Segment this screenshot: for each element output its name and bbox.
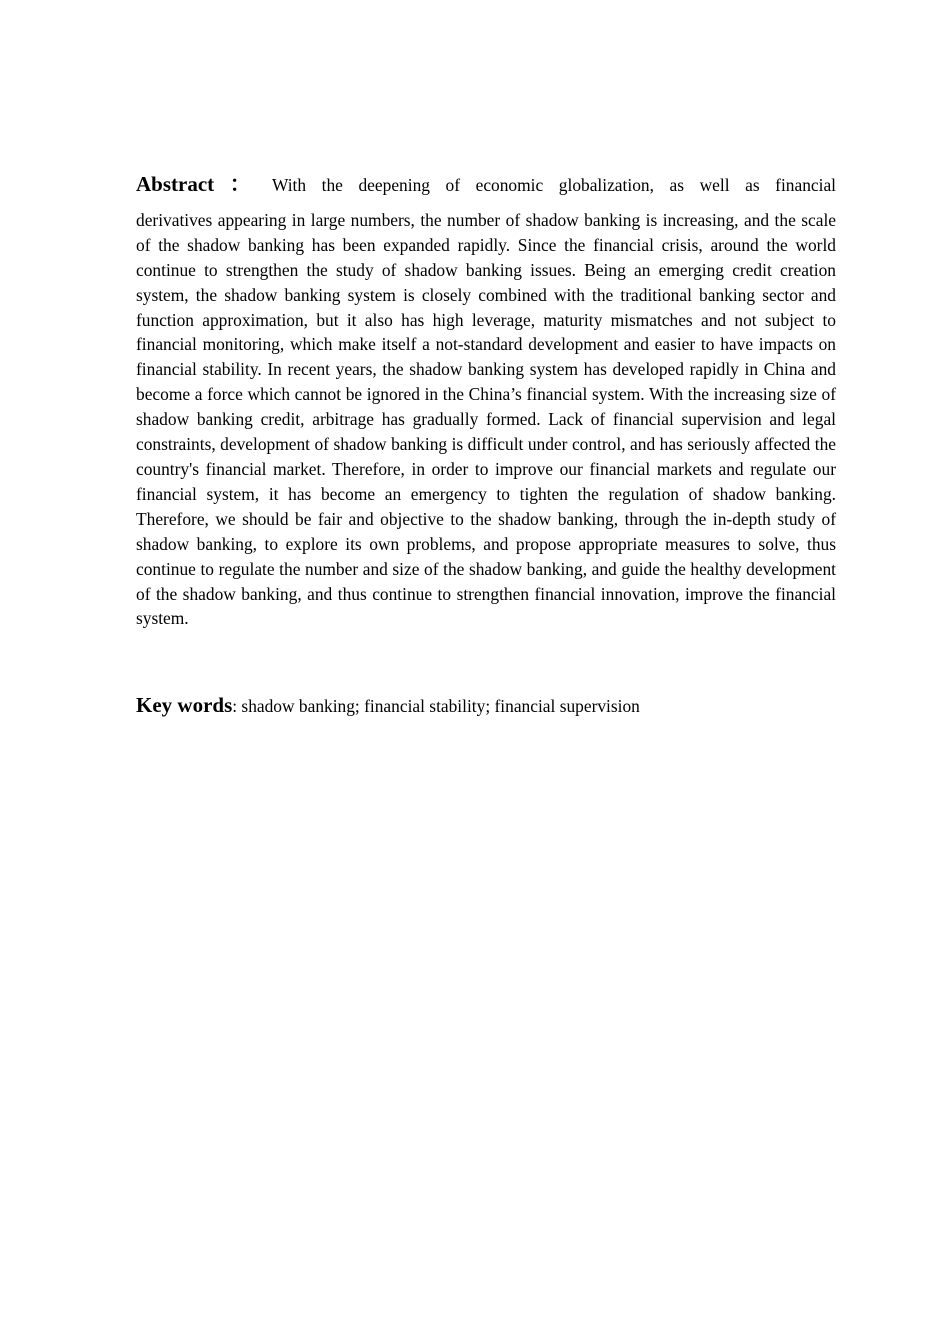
abstract-first-line-text: With the deepening of economic globalization, as well as financial <box>272 175 837 195</box>
keywords-text: : shadow banking; financial stability; financial supervision <box>232 696 640 716</box>
abstract-label: Abstract <box>136 172 215 196</box>
keywords-line <box>136 692 836 719</box>
abstract-first-line <box>136 172 836 198</box>
abstract-body: derivatives appearing in large numbers, the number of shadow banking is increasing, and the scale of the shadow banking has been expanded rapidly. Since the financial crisis, around the world continue to strengthen the study of shadow banking issues. Being an emerging credit creation system, the shadow banking system is closely combined with the traditional banking sector and function approximation, but it also has high leverage, maturity mismatches and not subject to financial monitoring, which make itself a not-standard development and easier to have impacts on financial stability. In recent years, the shadow banking system has developed rapidly in China and become a force which cannot be ignored in the China’s financial system. With the increasing size of shadow banking credit, arbitrage has gradually formed. Lack of financial supervision and legal constraints, development of shadow banking is difficult under control, and has seriously affected the country's financial market. Therefore, in order to improve our financial markets and regulate our financial system, it has become an emergency to tighten the regulation of shadow banking. Therefore, we should be fair and objective to the shadow banking, through the in-depth study of shadow banking, to explore its own problems, and propose appropriate measures to solve, thus continue to regulate the number and size of the shadow banking, and guide the healthy development of the shadow banking, and thus continue to strengthen financial innovation, improve the financial system. <box>136 209 836 629</box>
abstract-section <box>136 172 836 631</box>
keywords-label: Key words <box>136 693 233 717</box>
abstract-colon: ： <box>229 172 262 196</box>
